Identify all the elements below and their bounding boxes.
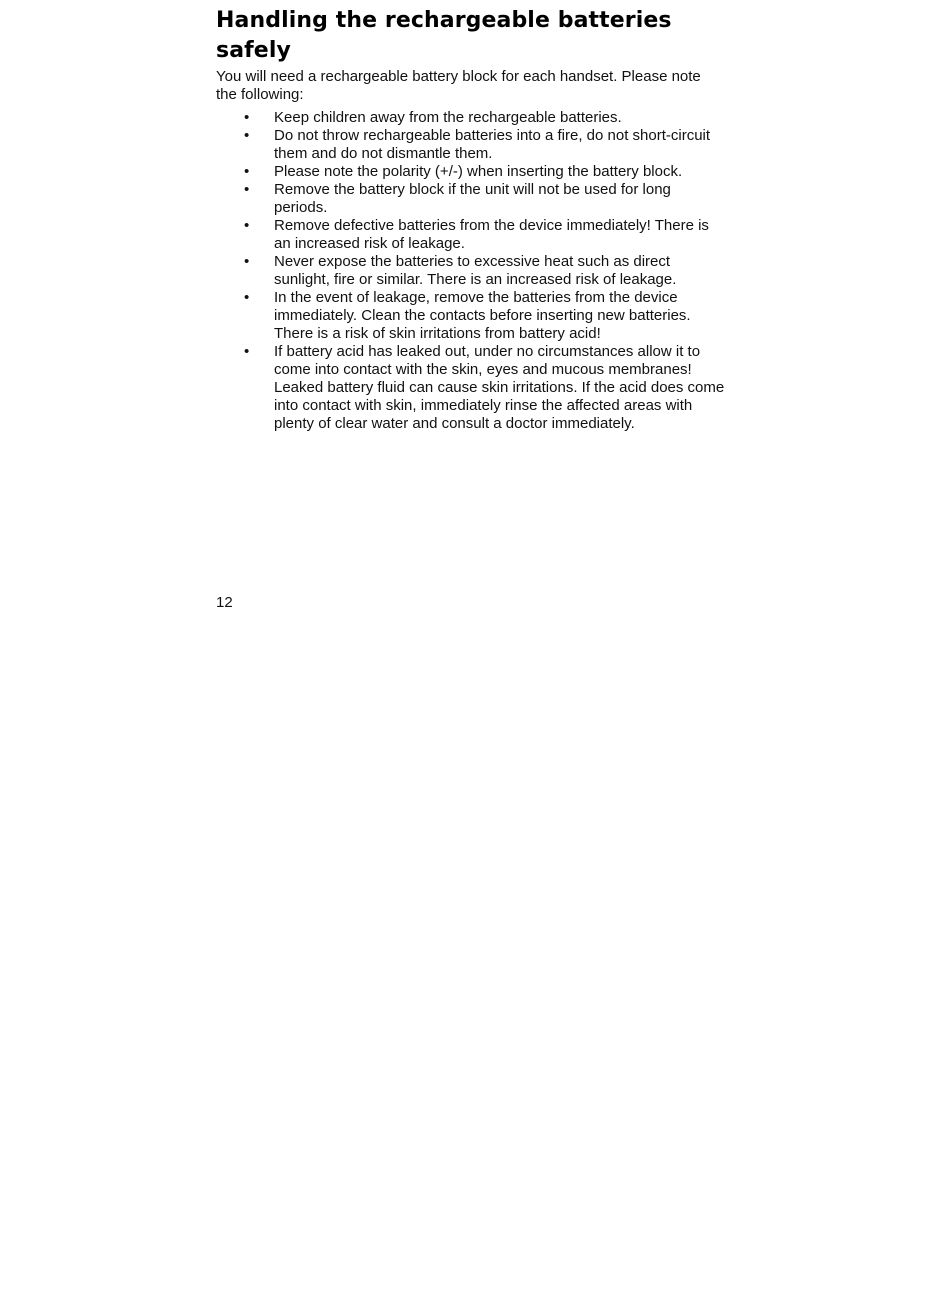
bullet-icon: • <box>244 127 250 144</box>
bullet-icon: • <box>244 163 250 180</box>
list-item-text: Remove the battery block if the unit will not be used for long periods. <box>274 181 671 216</box>
page-content <box>216 6 726 433</box>
list-item-text: Do not throw rechargeable batteries into a fire, do not short-circuit them and do not dismantle them. <box>274 127 711 162</box>
safety-bullet-list <box>216 109 726 433</box>
list-item-text: Keep children away from the rechargeable batteries. <box>274 109 622 126</box>
bullet-icon: • <box>244 289 250 306</box>
list-item <box>216 289 726 343</box>
bullet-icon: • <box>244 217 250 234</box>
list-item-text: Never expose the batteries to excessive heat such as direct sunlight, fire or similar. There is an increased risk of leakage. <box>274 253 677 288</box>
list-item <box>216 181 726 217</box>
list-item-text: Remove defective batteries from the device immediately! There is an increased risk of leakage. <box>274 217 709 252</box>
bullet-icon: • <box>244 343 250 360</box>
intro-paragraph: You will need a rechargeable battery block for each handset. Please note the following: <box>216 68 701 103</box>
bullet-icon: • <box>244 181 250 198</box>
bullet-icon: • <box>244 109 250 126</box>
page-number: 12 <box>216 594 233 611</box>
section-heading: Handling the rechargeable batteries safely <box>216 8 672 63</box>
list-item-text: Please note the polarity (+/-) when inserting the battery block. <box>274 163 683 180</box>
list-item <box>216 343 726 433</box>
list-item <box>216 109 726 127</box>
list-item-text: If battery acid has leaked out, under no circumstances allow it to come into contact with the skin, eyes and mucous membranes! Leaked battery fluid can cause skin irritations. If the acid does come into contact with skin, immediately rinse the affected areas with plenty of clear water and consult a doctor immediately. <box>274 343 725 432</box>
list-item <box>216 253 726 289</box>
list-item-text: In the event of leakage, remove the batteries from the device immediately. Clean the contacts before inserting new batteries. There is a risk of skin irritations from battery acid! <box>274 289 691 342</box>
bullet-icon: • <box>244 253 250 270</box>
list-item <box>216 217 726 253</box>
list-item <box>216 163 726 181</box>
list-item <box>216 127 726 163</box>
